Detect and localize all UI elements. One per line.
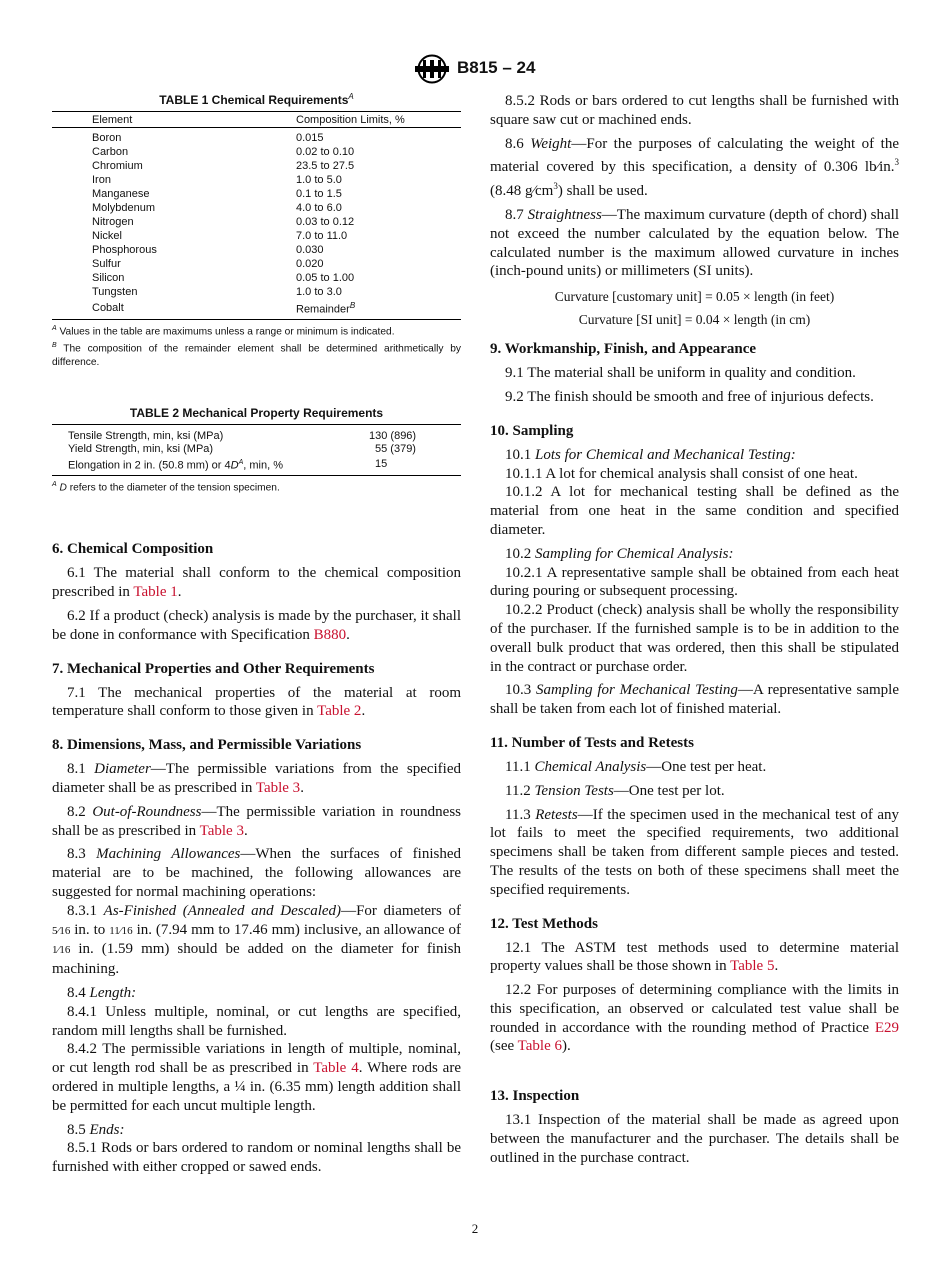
- section-11-heading: 11. Number of Tests and Retests: [490, 734, 694, 751]
- table4-link[interactable]: Table 4: [313, 1060, 359, 1077]
- table2-link[interactable]: Table 2: [317, 703, 362, 720]
- section-8-heading: 8. Dimensions, Mass, and Permissible Variations: [52, 737, 362, 754]
- para-10-2: 10.2 Sampling for Chemical Analysis:: [505, 545, 734, 562]
- para-8-4-2: 8.4.2 The permissible variations in length of multiple, nominal, or cut length rod shall be as prescribed in Table 4. Where rods are ordered in multiple lengths, a ¼ in. (6.35 mm) length addition shall be permitted for each uncut multiple length.: [52, 1041, 461, 1114]
- table5-link[interactable]: Table 5: [730, 958, 775, 975]
- para-10-2-1: 10.2.1 A representative sample shall be obtained from each heat during pouring or subsequent processing.: [490, 564, 899, 600]
- left-column: [52, 92, 461, 1177]
- table-row: Silicon 0.05 to 1.00: [92, 272, 355, 284]
- para-11-2: 11.2 Tension Tests—One test per lot.: [505, 782, 725, 799]
- para-12-2: 12.2 For purposes of determining compliance with the limits in this specification, an observed or calculated test value shall be rounded in accordance with the rounding method of Practice E29 (see Table 6).: [490, 982, 899, 1055]
- para-10-1-2: 10.1.2 A lot for mechanical testing shall be defined as the material from one heat in the same condition and specified diameter.: [490, 484, 899, 538]
- para-8-4-1: 8.4.1 Unless multiple, nominal, or cut lengths are specified, random mill lengths shall be furnished.: [52, 1003, 461, 1039]
- para-9-2: 9.2 The finish should be smooth and free of injurious defects.: [505, 388, 874, 405]
- section-12-heading: 12. Test Methods: [490, 915, 598, 932]
- e29-link[interactable]: E29: [874, 1019, 899, 1036]
- table-row: Phosphorous 0.030: [92, 244, 324, 256]
- para-8-7: 8.7 Straightness—The maximum curvature (depth of chord) shall not exceed the number calculated by the equation below. The calculated number is the maximum allowed curvature in inches (inch-pound units) or millimeters (SI units).: [490, 206, 899, 280]
- para-6-1: 6.1 The material shall conform to the chemical composition prescribed in Table 1.: [52, 565, 461, 601]
- table-row: Carbon 0.02 to 0.10: [92, 146, 355, 158]
- table3-link[interactable]: Table 3: [255, 780, 301, 797]
- table1-footnote-a: $^A$ Values in the table are maximums unless a range or minimum is indicated.: [52, 324, 395, 338]
- para-10-3: 10.3 Sampling for Mechanical Testing—A representative sample shall be taken from each lot of finished material.: [490, 682, 899, 718]
- table1-link[interactable]: Table 1: [133, 584, 178, 601]
- page-header: [0, 54, 950, 86]
- para-8-5-2: 8.5.2 Rods or bars ordered to cut lengths shall be furnished with square saw cut or machined ends.: [490, 93, 899, 128]
- equation-si: Curvature [SI unit] = 0.04 × length (in cm): [578, 312, 811, 328]
- para-8-2: 8.2 Out-of-Roundness—The permissible variation in roundness shall be as prescribed in Table 3.: [52, 803, 461, 839]
- para-6-2: 6.2 If a product (check) analysis is made by the purchaser, it shall be done in conformance with Specification B880.: [52, 608, 461, 643]
- table-row: Elongation in 2 in. (50.8 mm) or $4D^A$, min, % 15: [68, 458, 388, 473]
- table-row: Nitrogen 0.03 to 0.12: [92, 216, 355, 228]
- para-8-5: 8.5 Ends:: [67, 1121, 125, 1138]
- para-8-3: 8.3 Machining Allowances—When the surfaces of finished material are to be machined, the following allowances are suggested for normal machining operations:: [52, 846, 462, 901]
- para-8-5-1: 8.5.1 Rods or bars ordered to random or nominal lengths shall be furnished with either cropped or sawed ends.: [52, 1140, 461, 1176]
- para-11-3: 11.3 Retests—If the specimen used in the mechanical test of any lot fails to meet the specified requirements, two additional specimens shall be taken from different sample pieces and tested. The results of the tests on both of these specimens shall meet the specified requirements.: [490, 806, 899, 898]
- b880-link[interactable]: B880: [313, 626, 347, 643]
- para-8-6: 8.6 Weight—For the purposes of calculating the weight of the material covered by this specification, a density of 0.306 lb⁄in.$^3$ (8.48 $g⁄cm^3$) shall be used.: [490, 135, 899, 200]
- table-row: Iron 1.0 to 5.0: [92, 174, 342, 186]
- table3-link[interactable]: Table 3: [199, 822, 244, 839]
- para-7-1: 7.1 The mechanical properties of the material at room temperature shall conform to those given in Table 2.: [52, 684, 461, 720]
- table-row: Molybdenum 4.0 to 6.0: [92, 202, 342, 214]
- table-row: Boron 0.015: [92, 132, 324, 144]
- page-number: 2: [471, 1221, 479, 1236]
- table1-footnote-b: $^B$ The composition of the remainder element shall be determined arithmetically by difference.: [52, 342, 461, 369]
- table-row: Sulfur 0.020: [92, 258, 324, 270]
- section-13-heading: 13. Inspection: [490, 1088, 580, 1105]
- table1-title: TABLE 1 Chemical Requirements$^A$: [159, 92, 354, 107]
- table-row: Tungsten 1.0 to 3.0: [92, 286, 342, 298]
- equation-customary: Curvature [customary unit] = 0.05 × length (in feet): [554, 289, 835, 305]
- para-13-1: 13.1 Inspection of the material shall be made as agreed upon between the manufacturer and the purchaser. The details shall be outlined in the purchase contract.: [490, 1112, 899, 1166]
- table2-footnote: $^A$ D refers to the diameter of the tension specimen.: [52, 481, 280, 494]
- section-10-heading: 10. Sampling: [490, 422, 574, 439]
- table-row: Manganese 0.1 to 1.5: [92, 188, 342, 200]
- section-7-heading: 7. Mechanical Properties and Other Requirements: [52, 660, 375, 677]
- table-row: Yield Strength, min, ksi (MPa) 55 (379): [68, 443, 416, 456]
- para-10-1: 10.1 Lots for Chemical and Mechanical Testing:: [505, 446, 796, 463]
- designation: B815 – 24: [457, 58, 536, 77]
- table1-header-element: Element: [52, 112, 296, 128]
- table2: [52, 424, 461, 476]
- section-9-heading: 9. Workmanship, Finish, and Appearance: [490, 341, 757, 358]
- table2-title: TABLE 2 Mechanical Property Requirements: [129, 406, 384, 421]
- table1-header-limits: Composition Limits, %: [296, 112, 461, 128]
- table6-link[interactable]: Table 6: [517, 1038, 562, 1055]
- table-row: Tensile Strength, min, ksi (MPa) 130 (896): [68, 430, 417, 443]
- table-row: Nickel 7.0 to 11.0: [92, 230, 348, 242]
- astm-logo-icon: [413, 54, 451, 84]
- right-column: [490, 92, 899, 1168]
- para-8-1: 8.1 Diameter—The permissible variations from the specified diameter shall be as prescribed in Table 3.: [52, 761, 461, 797]
- para-10-2-2: 10.2.2 Product (check) analysis shall be wholly the responsibility of the purchaser. If the furnished sample is to be in addition to the overall bulk product that was ordered, then this shall be stipulated in the contract or purchase order.: [490, 602, 899, 675]
- table-row: Chromium 23.5 to 27.5: [92, 160, 355, 172]
- table-row: Cobalt Remainder$^B$: [92, 301, 356, 316]
- table1: [52, 111, 461, 320]
- para-8-4: 8.4 Length:: [67, 985, 137, 1002]
- section-6-heading: 6. Chemical Composition: [52, 541, 214, 558]
- para-11-1: 11.1 Chemical Analysis—One test per heat.: [505, 758, 767, 775]
- para-12-1: 12.1 The ASTM test methods used to determine material property values shall be those shown in Table 5.: [490, 939, 899, 975]
- para-10-1-1: 10.1.1 A lot for chemical analysis shall consist of one heat.: [505, 465, 858, 482]
- para-8-3-1: 8.3.1 As-Finished (Annealed and Descaled)—For diameters of 5⁄16 in. to 11⁄16 in. (7.94 mm to 17.46 mm) inclusive, an allowance of 1⁄16 in. (1.59 mm) should be added on the diameter for finish machining.: [52, 902, 462, 978]
- para-9-1: 9.1 The material shall be uniform in quality and condition.: [505, 365, 856, 382]
